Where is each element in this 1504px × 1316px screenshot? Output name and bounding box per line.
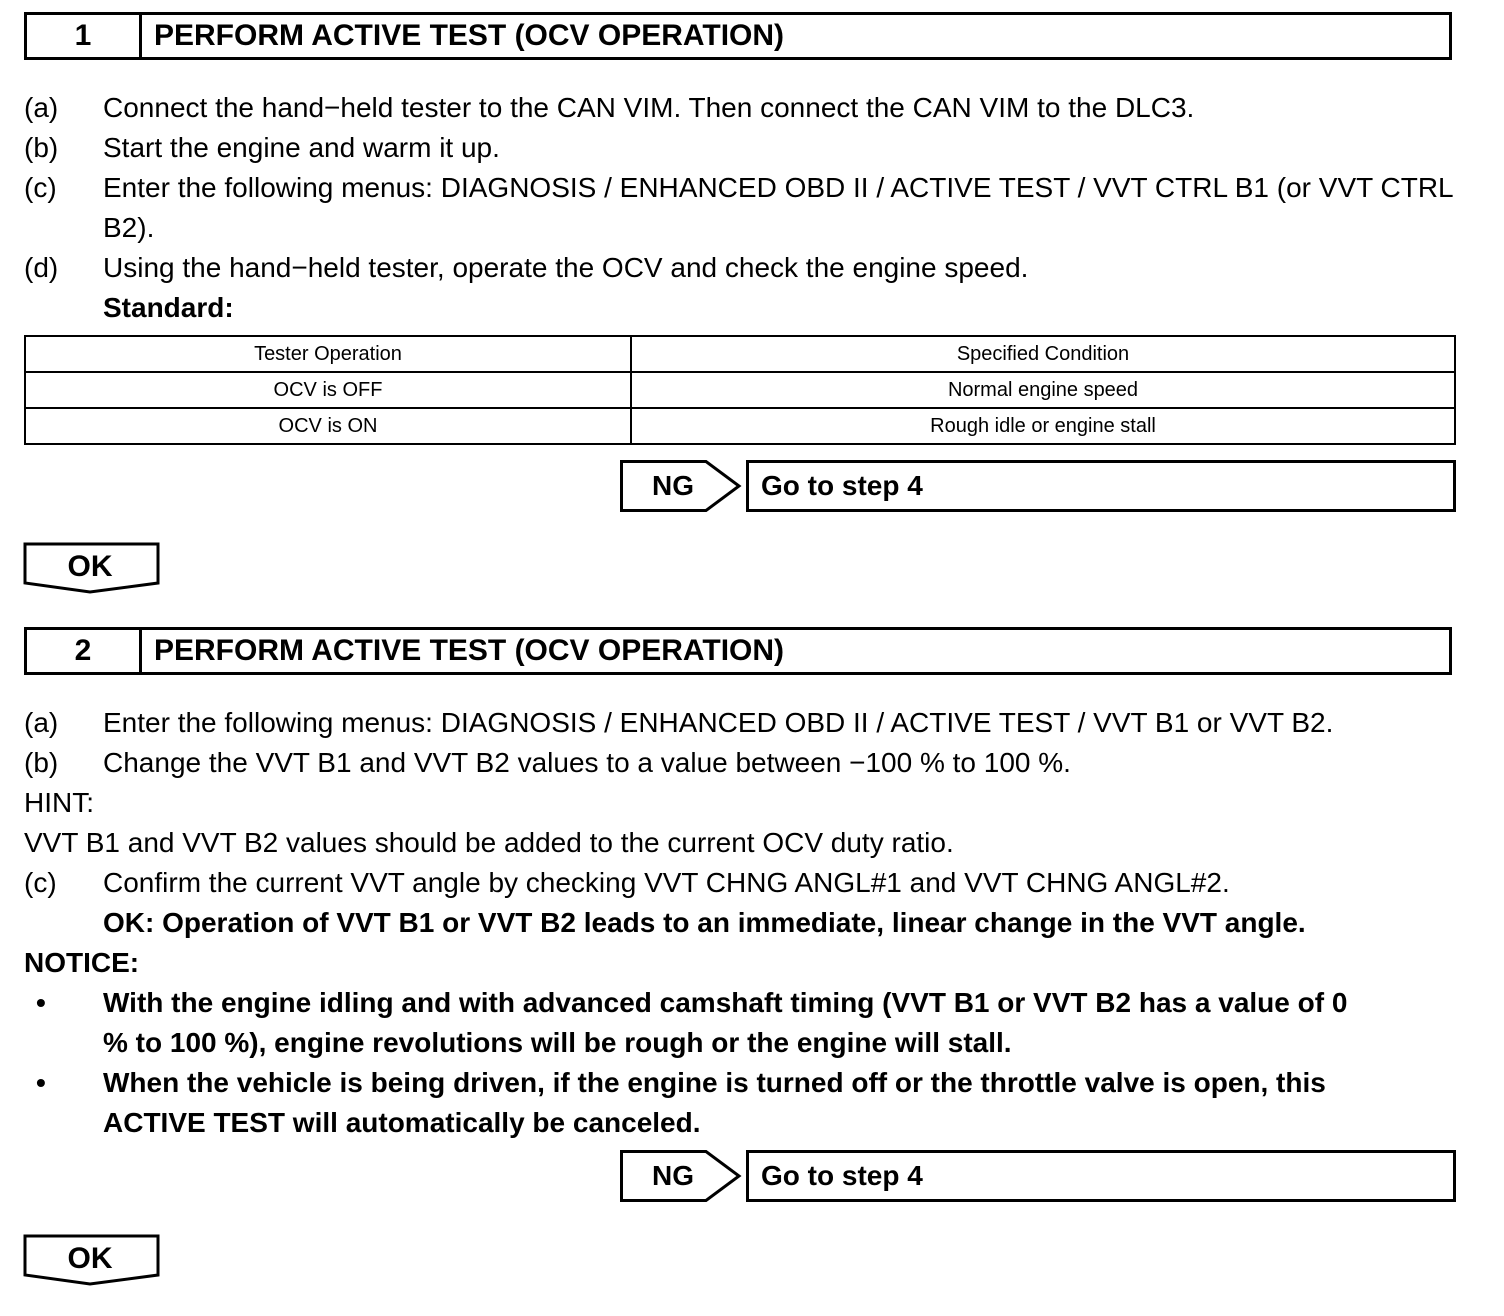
- table-header: Tester Operation: [25, 336, 631, 372]
- step-1-ok-branch: [22, 541, 162, 595]
- hint-label: HINT:: [24, 787, 94, 818]
- item-text: Enter the following menus: DIAGNOSIS / ENHANCED OBD II / ACTIVE TEST / VVT CTRL B1 (or VVT CTRL B2).: [103, 172, 1453, 243]
- item-text: Start the engine and warm it up.: [103, 132, 500, 163]
- item-label: (a): [24, 92, 59, 123]
- step-1-ng-branch: [620, 460, 1456, 512]
- step-2-number: 2: [27, 630, 142, 672]
- step-2-header: [24, 627, 1452, 675]
- step-2-ok-branch: [22, 1233, 162, 1287]
- standard-label: Standard:: [103, 292, 234, 323]
- table-cell: Rough idle or engine stall: [631, 408, 1455, 444]
- table-cell: OCV is ON: [25, 408, 631, 444]
- notice-text: With the engine idling and with advanced camshaft timing (VVT B1 or VVT B2 has a value of 0: [103, 987, 1348, 1018]
- item-label: (c): [24, 867, 57, 898]
- table-row: [25, 408, 1455, 444]
- table-header-row: [25, 336, 1455, 372]
- item-label: (b): [24, 747, 59, 778]
- notice-label: NOTICE:: [24, 947, 140, 978]
- table-cell: OCV is OFF: [25, 372, 631, 408]
- table-header: Specified Condition: [631, 336, 1455, 372]
- notice-text: % to 100 %), engine revolutions will be rough or the engine will stall.: [103, 1027, 1012, 1058]
- ok-label: OK: [67, 1242, 113, 1275]
- table-cell: Normal engine speed: [631, 372, 1455, 408]
- item-text: Confirm the current VVT angle by checking VVT CHNG ANGL#1 and VVT CHNG ANGL#2.: [103, 867, 1230, 898]
- bullet-icon: •: [36, 987, 46, 1018]
- standard-table: [24, 335, 1456, 445]
- item-label: (a): [24, 707, 59, 738]
- ng-label: NG: [652, 1160, 694, 1191]
- step-1-title: PERFORM ACTIVE TEST (OCV OPERATION): [154, 19, 785, 52]
- item-label: (b): [24, 132, 59, 163]
- notice-text: When the vehicle is being driven, if the engine is turned off or the throttle valve is open, this: [103, 1067, 1326, 1098]
- notice-text: ACTIVE TEST will automatically be canceled.: [103, 1107, 701, 1138]
- step-2-ng-branch: [620, 1150, 1456, 1202]
- step-1-number: 1: [27, 15, 142, 57]
- item-label: (c): [24, 172, 57, 203]
- bullet-icon: •: [36, 1067, 46, 1098]
- hint-text: VVT B1 and VVT B2 values should be added to the current OCV duty ratio.: [24, 827, 954, 858]
- item-text: Using the hand−held tester, operate the OCV and check the engine speed.: [103, 252, 1029, 283]
- ok-criteria: OK: Operation of VVT B1 or VVT B2 leads to an immediate, linear change in the VVT angle.: [103, 907, 1306, 938]
- item-text: Enter the following menus: DIAGNOSIS / ENHANCED OBD II / ACTIVE TEST / VVT B1 or VVT B2.: [103, 707, 1334, 738]
- table-row: [25, 372, 1455, 408]
- ng-target: Go to step 4: [746, 1150, 1456, 1202]
- item-text: Connect the hand−held tester to the CAN VIM. Then connect the CAN VIM to the DLC3.: [103, 92, 1195, 123]
- item-text: Change the VVT B1 and VVT B2 values to a value between −100 % to 100 %.: [103, 747, 1071, 778]
- step-2-title: PERFORM ACTIVE TEST (OCV OPERATION): [154, 634, 785, 667]
- ng-label: NG: [652, 470, 694, 501]
- ng-target: Go to step 4: [746, 460, 1456, 512]
- ok-label: OK: [67, 550, 113, 583]
- step-1-header: [24, 12, 1452, 60]
- item-label: (d): [24, 252, 59, 283]
